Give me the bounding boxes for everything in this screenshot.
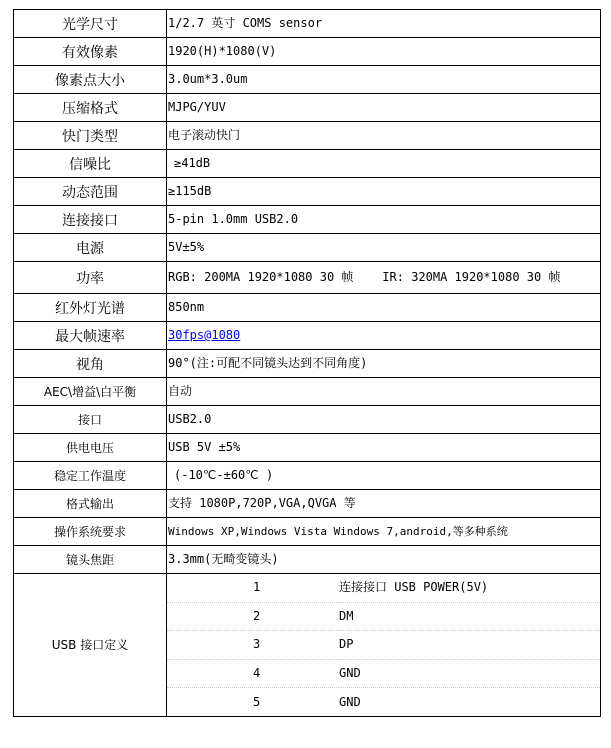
row-label-ir-spectrum: 红外灯光谱	[14, 294, 167, 322]
table-row	[14, 350, 601, 378]
row-label-output-format: 格式输出	[14, 490, 167, 518]
row-label-connector: 连接接口	[14, 206, 167, 234]
row-label-optical-size: 光学尺寸	[14, 10, 167, 38]
table-row	[14, 10, 601, 38]
usb-pin-description: 连接接口 USB POWER(5V)	[339, 574, 600, 602]
row-label-interface: 接口	[14, 406, 167, 434]
row-value-os: Windows XP,Windows Vista Windows 7,android,等多种系统	[167, 518, 601, 546]
row-value-output-format: 支持 1080P,720P,VGA,QVGA 等	[167, 490, 601, 518]
row-value-power-supply: 5V±5%	[167, 234, 601, 262]
table-row	[14, 66, 601, 94]
row-label-power-supply: 电源	[14, 234, 167, 262]
usb-pin-table	[167, 574, 600, 716]
row-label-usb-definition: USB 接口定义	[14, 574, 167, 717]
usb-pin-description: DP	[339, 631, 600, 660]
table-row	[14, 462, 601, 490]
row-value-dynamic-range: ≥115dB	[167, 178, 601, 206]
table-row	[14, 122, 601, 150]
row-label-focal-length: 镜头焦距	[14, 546, 167, 574]
row-value-snr	[167, 150, 601, 178]
row-value-operating-temp	[167, 462, 601, 490]
spec-table	[13, 9, 601, 717]
usb-pin-number: 5	[253, 694, 261, 709]
usb-pin-number: 4	[167, 659, 339, 688]
table-row	[14, 234, 601, 262]
table-row	[14, 178, 601, 206]
row-value-connector: 5-pin 1.0mm USB2.0	[167, 206, 601, 234]
row-value-aec: 自动	[167, 378, 601, 406]
usb-pin-row	[167, 659, 600, 688]
usb-pin-number: 2	[167, 602, 339, 631]
table-row	[14, 518, 601, 546]
row-value-max-frame-rate	[167, 322, 601, 350]
row-label-dynamic-range: 动态范围	[14, 178, 167, 206]
row-value-shutter: 电子滚动快门	[167, 122, 601, 150]
temp-text: (-10℃-±60℃ )	[174, 468, 274, 482]
row-value-ir-spectrum: 850nm	[167, 294, 601, 322]
row-value-power: RGB: 200MA 1920*1080 30 帧 IR: 320MA 1920*1080 30 帧	[167, 262, 601, 294]
row-value-view-angle: 90°(注:可配不同镜头达到不同角度)	[167, 350, 601, 378]
row-label-effective-pixels: 有效像素	[14, 38, 167, 66]
row-label-supply-voltage: 供电电压	[14, 434, 167, 462]
table-row	[14, 434, 601, 462]
usb-pin-description: DM	[339, 602, 600, 631]
row-value-pixel-size: 3.0um*3.0um	[167, 66, 601, 94]
row-value-effective-pixels: 1920(H)*1080(V)	[167, 38, 601, 66]
table-row	[14, 262, 601, 294]
row-value-supply-voltage: USB 5V ±5%	[167, 434, 601, 462]
row-value-compression: MJPG/YUV	[167, 94, 601, 122]
row-label-power: 功率	[14, 262, 167, 294]
row-value-interface: USB2.0	[167, 406, 601, 434]
usb-pin-row	[167, 574, 600, 602]
table-row	[14, 490, 601, 518]
table-row	[14, 378, 601, 406]
row-label-operating-temp: 稳定工作温度	[14, 462, 167, 490]
table-row	[14, 546, 601, 574]
row-label-shutter: 快门类型	[14, 122, 167, 150]
row-label-pixel-size: 像素点大小	[14, 66, 167, 94]
table-row	[14, 322, 601, 350]
usb-pin-number: 3	[167, 631, 339, 660]
table-row	[14, 294, 601, 322]
table-row	[14, 206, 601, 234]
row-label-os: 操作系统要求	[14, 518, 167, 546]
row-label-view-angle: 视角	[14, 350, 167, 378]
table-row	[14, 150, 601, 178]
usb-pin-cell	[167, 574, 601, 717]
table-row	[14, 406, 601, 434]
usb-pin-row	[167, 688, 600, 716]
snr-text: ≥41dB	[174, 156, 211, 170]
row-value-optical-size: 1/2.7 英寸 COMS sensor	[167, 10, 601, 38]
usb-pin-description: GND	[339, 659, 600, 688]
usb-pin-number: 1	[167, 574, 339, 602]
row-label-max-frame-rate: 最大帧速率	[14, 322, 167, 350]
usb-pin-row	[167, 602, 600, 631]
table-row	[14, 38, 601, 66]
row-label-compression: 压缩格式	[14, 94, 167, 122]
usb-pin-row	[167, 631, 600, 660]
frame-rate-link[interactable]: 30fps@1080	[168, 328, 241, 342]
row-label-snr: 信噪比	[14, 150, 167, 178]
table-row	[14, 94, 601, 122]
row-label-aec: AEC\增益\白平衡	[14, 378, 167, 406]
row-value-focal-length: 3.3mm(无畸变镜头)	[167, 546, 601, 574]
table-row-usb	[14, 574, 601, 717]
usb-pin-description: GND	[339, 694, 361, 709]
